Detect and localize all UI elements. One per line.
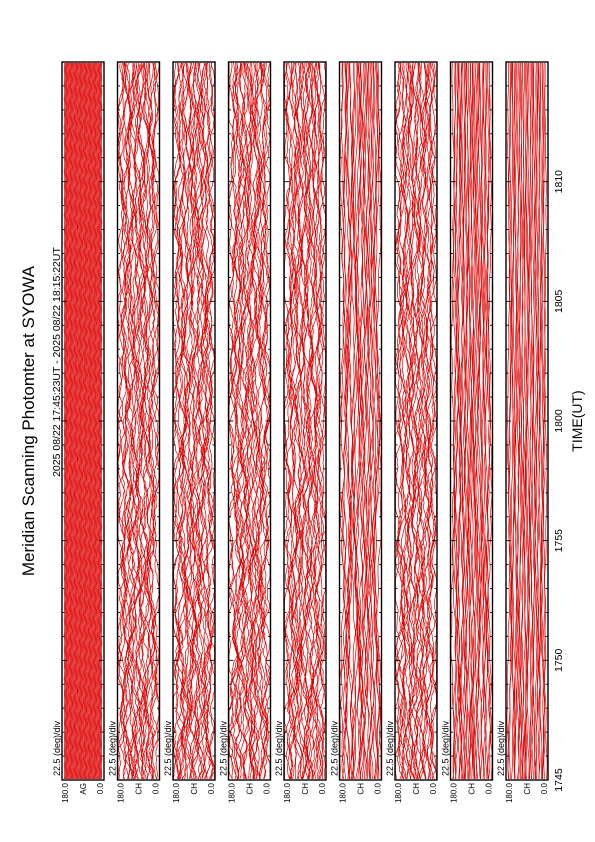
scale-label: 22.5 (deg)/div [496, 720, 506, 776]
y-bottom-label: 0.0 [96, 783, 105, 795]
trace-line [96, 63, 97, 779]
trace-line [89, 63, 90, 779]
trace-line [76, 63, 77, 779]
x-tick-label: 1805 [553, 289, 565, 314]
trace-line [91, 63, 92, 779]
y-bottom-label: 0.0 [429, 783, 438, 795]
channel-label: CH [467, 783, 477, 795]
panels-group [52, 62, 549, 803]
x-tick-labels [553, 170, 565, 792]
panel-traces [229, 63, 270, 779]
channel-label: CH [190, 783, 199, 795]
time-range-label: 2025 08/22 17:45:23UT - 2025 08/22 18:15:22UT [51, 247, 63, 477]
trace-line [78, 63, 79, 779]
panel-6 [330, 62, 383, 803]
scale-label: 22.5 (deg)/div [163, 720, 173, 776]
chart-title: Meridian Scanning Photomter at SYOWA [19, 265, 38, 577]
scale-label: 22.5 (deg)/div [385, 720, 395, 776]
y-bottom-label: 0.0 [484, 783, 494, 795]
trace-line [86, 63, 87, 779]
y-top-label: 180.0 [227, 783, 237, 804]
trace-line [74, 63, 75, 779]
y-bottom-label: 0.0 [262, 783, 272, 795]
panel-traces [285, 63, 326, 779]
panel-traces [118, 63, 159, 779]
y-top-label: 180.0 [172, 783, 181, 804]
trace-line [67, 63, 68, 779]
trace-line [68, 63, 69, 779]
panel-9 [496, 62, 549, 803]
trace-line [94, 63, 95, 779]
trace-line [92, 63, 93, 779]
y-bottom-label: 0.0 [151, 783, 161, 795]
panel-traces [507, 63, 547, 779]
trace-line [72, 63, 73, 779]
trace-line [90, 63, 91, 779]
trace-line [70, 63, 71, 779]
channel-label: CH [523, 783, 532, 795]
trace-line [71, 63, 72, 779]
trace-line [539, 63, 542, 779]
channel-label: AG [79, 783, 88, 795]
y-top-label: 180.0 [283, 783, 292, 804]
trace-line [75, 63, 76, 779]
panel-traces [174, 63, 215, 779]
y-top-label: 180.0 [116, 783, 126, 804]
scale-label: 22.5 (deg)/div [218, 720, 229, 776]
y-bottom-label: 0.0 [207, 783, 216, 795]
trace-line [84, 63, 85, 779]
y-bottom-label: 0.0 [540, 783, 549, 795]
scale-label: 22.5 (deg)/div [52, 720, 62, 776]
panel-5 [274, 62, 327, 803]
x-tick-label: 1750 [553, 648, 565, 673]
trace-line [69, 63, 70, 779]
x-tick-label: 1755 [553, 528, 565, 553]
y-bottom-label: 0.0 [318, 783, 327, 795]
channel-label: CH [301, 783, 310, 795]
panel-2 [108, 62, 161, 803]
x-tick-label: 1745 [553, 768, 565, 792]
trace-line [527, 63, 530, 779]
panel-8 [441, 62, 494, 803]
trace-line [87, 63, 88, 779]
x-tick-label: 1800 [553, 409, 565, 433]
trace-line [72, 63, 73, 779]
scale-label: 22.5 (deg)/div [274, 720, 284, 776]
y-top-label: 180.0 [338, 783, 348, 804]
y-top-label: 180.0 [505, 783, 514, 804]
panel-7 [385, 62, 438, 803]
trace-line [95, 63, 96, 779]
trace-line [85, 63, 86, 779]
panel-traces [451, 63, 492, 779]
channel-label: CH [356, 783, 366, 795]
trace-line [86, 63, 87, 779]
panel-3 [163, 62, 216, 803]
channel-label: CH [134, 783, 144, 795]
scale-label: 22.5 (deg)/div [440, 720, 451, 776]
panel-traces [396, 63, 437, 779]
trace-line [73, 63, 74, 779]
panel-4 [219, 62, 272, 803]
trace-line [77, 63, 78, 779]
scale-label: 22.5 (deg)/div [329, 720, 340, 776]
trace-line [88, 63, 89, 779]
trace-line [93, 63, 94, 779]
y-top-label: 180.0 [449, 783, 459, 804]
y-top-label: 180.0 [394, 783, 403, 804]
y-top-label: 180.0 [61, 783, 70, 804]
panel-traces [340, 63, 381, 779]
channel-label: CH [245, 783, 255, 795]
y-bottom-label: 0.0 [373, 783, 383, 795]
trace-line [350, 63, 357, 779]
x-axis-label: TIME(UT) [569, 390, 585, 452]
trace-line [77, 63, 78, 779]
trace-line [417, 63, 427, 779]
panel-traces [64, 63, 102, 779]
scale-label: 22.5 (deg)/div [107, 720, 118, 776]
trace-line [91, 63, 92, 779]
x-tick-label: 1810 [553, 169, 565, 194]
channel-label: CH [412, 783, 421, 795]
